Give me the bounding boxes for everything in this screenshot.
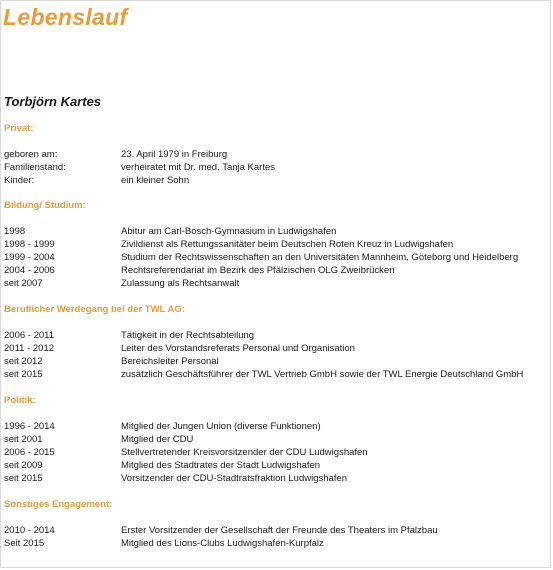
section-rows bbox=[4, 225, 552, 290]
cv-entry bbox=[4, 459, 552, 472]
section-politik bbox=[4, 395, 552, 485]
section-heading: Sonstiges Engagement: bbox=[4, 499, 113, 510]
section-rows bbox=[4, 420, 552, 485]
cv-entry bbox=[4, 277, 552, 290]
cv-entry bbox=[4, 264, 552, 277]
entry-date: seit 2012 bbox=[4, 356, 43, 367]
section-privat bbox=[4, 123, 552, 187]
section-beruf bbox=[4, 304, 552, 381]
cv-entry bbox=[4, 238, 552, 251]
entry-date: 2010 - 2014 bbox=[4, 525, 55, 536]
entry-date: 1999 - 2004 bbox=[4, 252, 55, 263]
entry-date: seit 2007 bbox=[4, 278, 43, 289]
section-bildung bbox=[4, 200, 552, 290]
entry-value: Bereichsleiter Personal bbox=[121, 356, 219, 367]
entry-date: Seit 2015 bbox=[4, 538, 45, 549]
section-heading: Beruflicher Werdegang bei der TWL AG: bbox=[4, 304, 185, 315]
cv-entry bbox=[4, 174, 552, 187]
entry-date: seit 2015 bbox=[4, 369, 43, 380]
section-rows bbox=[4, 329, 552, 381]
section-heading: Privat: bbox=[4, 123, 34, 134]
entry-value: zusätzlich Geschäftsführer der TWL Vertrieb GmbH sowie der TWL Energie Deutschland GmbH bbox=[121, 369, 524, 380]
entry-value: ein kleiner Sohn bbox=[121, 175, 190, 186]
cv-entry bbox=[4, 329, 552, 342]
cv-entry bbox=[4, 537, 552, 550]
cv-entry bbox=[4, 368, 552, 381]
entry-value: Mitglied des Stadtrates der Stadt Ludwigshafen bbox=[121, 460, 321, 471]
entry-value: Tätigkeit in der Rechtsabteilung bbox=[121, 330, 255, 341]
entry-date: 1998 - 1999 bbox=[4, 239, 55, 250]
cv-entry bbox=[4, 148, 552, 161]
cv-entry bbox=[4, 433, 552, 446]
entry-date: seit 2001 bbox=[4, 434, 43, 445]
entry-value: Erster Vorsitzender der Gesellschaft der Freunde des Theaters im Pfalzbau bbox=[121, 525, 438, 536]
cv-entry bbox=[4, 420, 552, 433]
section-sonstiges bbox=[4, 499, 552, 550]
entry-date: 1998 bbox=[4, 226, 26, 237]
entry-date: 1996 - 2014 bbox=[4, 421, 55, 432]
section-rows bbox=[4, 148, 552, 187]
entry-value: Zulassung als Rechtsanwalt bbox=[121, 278, 240, 289]
entry-value: Stellvertretender Kreisvorsitzender der CDU Ludwigshafen bbox=[121, 447, 368, 458]
entry-label: geboren am: bbox=[4, 149, 58, 160]
entry-date: 2006 - 2015 bbox=[4, 447, 55, 458]
entry-value: Vorsitzender der CDU-Stadtratsfraktion Ludwigshafen bbox=[121, 473, 348, 484]
entry-date: seit 2015 bbox=[4, 473, 43, 484]
entry-value: Mitglied des Lions-Clubs Ludwigshafen-Kurpfalz bbox=[121, 538, 324, 549]
cv-entry bbox=[4, 251, 552, 264]
cv-entry bbox=[4, 161, 552, 174]
section-heading: Bildung/ Studium: bbox=[4, 200, 86, 211]
cv-entry bbox=[4, 446, 552, 459]
entry-label: Familienstand: bbox=[4, 162, 66, 173]
entry-value: Mitglied der Jungen Union (diverse Funktionen) bbox=[121, 421, 321, 432]
cv-entry bbox=[4, 472, 552, 485]
document-title: Lebenslauf bbox=[3, 4, 128, 30]
cv-entry bbox=[4, 524, 552, 537]
entry-value: verheiratet mit Dr. med. Tanja Kartes bbox=[121, 162, 275, 173]
entry-value: 23. April 1979 in Freiburg bbox=[121, 149, 228, 160]
entry-value: Zivildienst als Rettungssanitäter beim Deutschen Roten Kreuz in Ludwigshafen bbox=[121, 239, 454, 250]
entry-date: 2004 - 2006 bbox=[4, 265, 55, 276]
cv-entry bbox=[4, 342, 552, 355]
cv-entry bbox=[4, 355, 552, 368]
section-rows bbox=[4, 524, 552, 550]
entry-date: seit 2009 bbox=[4, 460, 43, 471]
entry-label: Kinder: bbox=[4, 175, 35, 186]
entry-value: Leiter des Vorstandsreferats Personal und Organisation bbox=[121, 343, 355, 354]
entry-value: Mitglied der CDU bbox=[121, 434, 194, 445]
entry-date: 2006 - 2011 bbox=[4, 330, 55, 341]
entry-date: 2011 - 2012 bbox=[4, 343, 55, 354]
cv-entry bbox=[4, 225, 552, 238]
entry-value: Abitur am Carl-Bosch-Gymnasium in Ludwigshafen bbox=[121, 226, 337, 237]
section-heading: Politik: bbox=[4, 395, 36, 406]
entry-value: Studium der Rechtswissenschaften an den Universitäten Mannheim, Göteborg und Heidelberg bbox=[121, 252, 519, 263]
person-name: Torbjörn Kartes bbox=[4, 94, 102, 109]
entry-value: Rechtsreferendariat im Bezirk des Pfälzischen OLG Zweibrücken bbox=[121, 265, 395, 276]
